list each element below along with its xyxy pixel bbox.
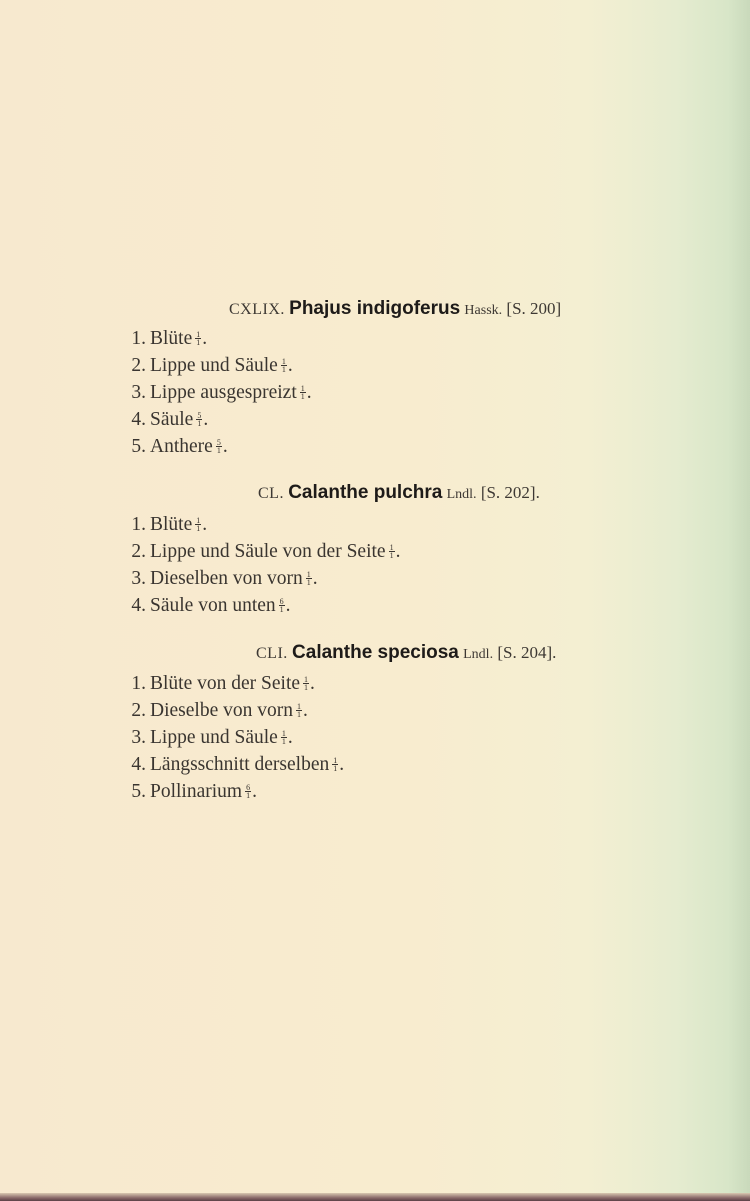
species-author: Lndl. — [446, 487, 477, 502]
page-bottom-edge — [0, 1193, 750, 1201]
magnification: $\frac{5}{1}$ — [197, 411, 202, 429]
magnification: $\frac{1}{1}$ — [333, 756, 338, 774]
magnification: $\frac{1}{1}$ — [389, 543, 394, 561]
magnification: $\frac{1}{1}$ — [281, 729, 286, 747]
magnification: $\frac{1}{1}$ — [306, 570, 311, 588]
plate-numeral: CL. — [258, 485, 284, 502]
species-author: Hassk. — [464, 303, 503, 318]
figure-item: 2. Dieselbe von vorn $\frac{1}{1}$ . — [131, 700, 308, 721]
figure-caption: Anthere — [150, 436, 213, 457]
figure-item: 5. Pollinarium $\frac{6}{1}$ . — [131, 781, 257, 802]
species-name: Phajus indigoferus — [289, 298, 461, 319]
plate-numeral: CLI. — [256, 645, 288, 662]
page-reference: [S. 200] — [506, 299, 562, 318]
figure-caption: Blüte von der Seite — [150, 673, 301, 694]
species-author: Lndl. — [463, 647, 494, 662]
figure-item: 1. Blüte von der Seite $\frac{1}{1}$ . — [131, 673, 315, 694]
figure-caption: Längsschnitt derselben — [150, 754, 330, 775]
figure-item: 1. Blüte $\frac{1}{1}$ . — [131, 514, 208, 535]
magnification: $\frac{1}{1}$ — [300, 384, 305, 402]
figure-caption: Blüte — [150, 514, 193, 535]
figure-caption: Dieselben von vorn — [150, 568, 303, 589]
page-reference: [S. 204]. — [497, 643, 557, 662]
figure-item: 4. Längsschnitt derselben $\frac{1}{1}$ . — [131, 754, 345, 775]
figure-item: 5. Anthere $\frac{5}{1}$ . — [131, 436, 228, 457]
species-name: Calanthe pulchra — [288, 482, 443, 503]
figure-item: 2. Lippe und Säule von der Seite $\frac{1}{1}$ . — [131, 541, 401, 562]
plate-numeral: CXLIX. — [229, 301, 285, 318]
page-reference: [S. 202]. — [480, 483, 540, 502]
figure-caption: Lippe und Säule von der Seite — [150, 541, 386, 562]
figure-item: 4. Säule von unten $\frac{6}{1}$ . — [131, 595, 291, 616]
magnification: $\frac{5}{1}$ — [216, 438, 221, 456]
magnification: $\frac{6}{1}$ — [246, 783, 251, 801]
figure-caption: Säule — [150, 409, 194, 430]
magnification: $\frac{1}{1}$ — [304, 675, 309, 693]
figure-caption: Säule von unten — [150, 595, 276, 616]
figure-caption: Lippe und Säule — [150, 727, 278, 748]
figure-caption: Blüte — [150, 328, 193, 349]
species-name: Calanthe speciosa — [292, 642, 459, 663]
figure-caption: Pollinarium — [150, 781, 243, 802]
magnification: $\frac{1}{1}$ — [281, 357, 286, 375]
figure-item: 3. Lippe ausgespreizt $\frac{1}{1}$ . — [131, 382, 312, 403]
figure-item: 2. Lippe und Säule $\frac{1}{1}$ . — [131, 355, 293, 376]
magnification: $\frac{1}{1}$ — [196, 516, 201, 534]
figure-item: 3. Dieselben von vorn $\frac{1}{1}$ . — [131, 568, 318, 589]
plate-heading — [258, 482, 540, 504]
plate-heading — [229, 298, 561, 320]
plate-heading — [256, 642, 556, 664]
figure-item: 1. Blüte $\frac{1}{1}$ . — [131, 328, 208, 349]
figure-item: 3. Lippe und Säule $\frac{1}{1}$ . — [131, 727, 293, 748]
magnification: $\frac{6}{1}$ — [279, 597, 284, 615]
magnification: $\frac{1}{1}$ — [196, 330, 201, 348]
figure-caption: Lippe und Säule — [150, 355, 278, 376]
magnification: $\frac{1}{1}$ — [296, 702, 301, 720]
figure-item: 4. Säule $\frac{5}{1}$ . — [131, 409, 209, 430]
figure-caption: Dieselbe von vorn — [150, 700, 293, 721]
figure-caption: Lippe ausgespreizt — [150, 382, 297, 403]
